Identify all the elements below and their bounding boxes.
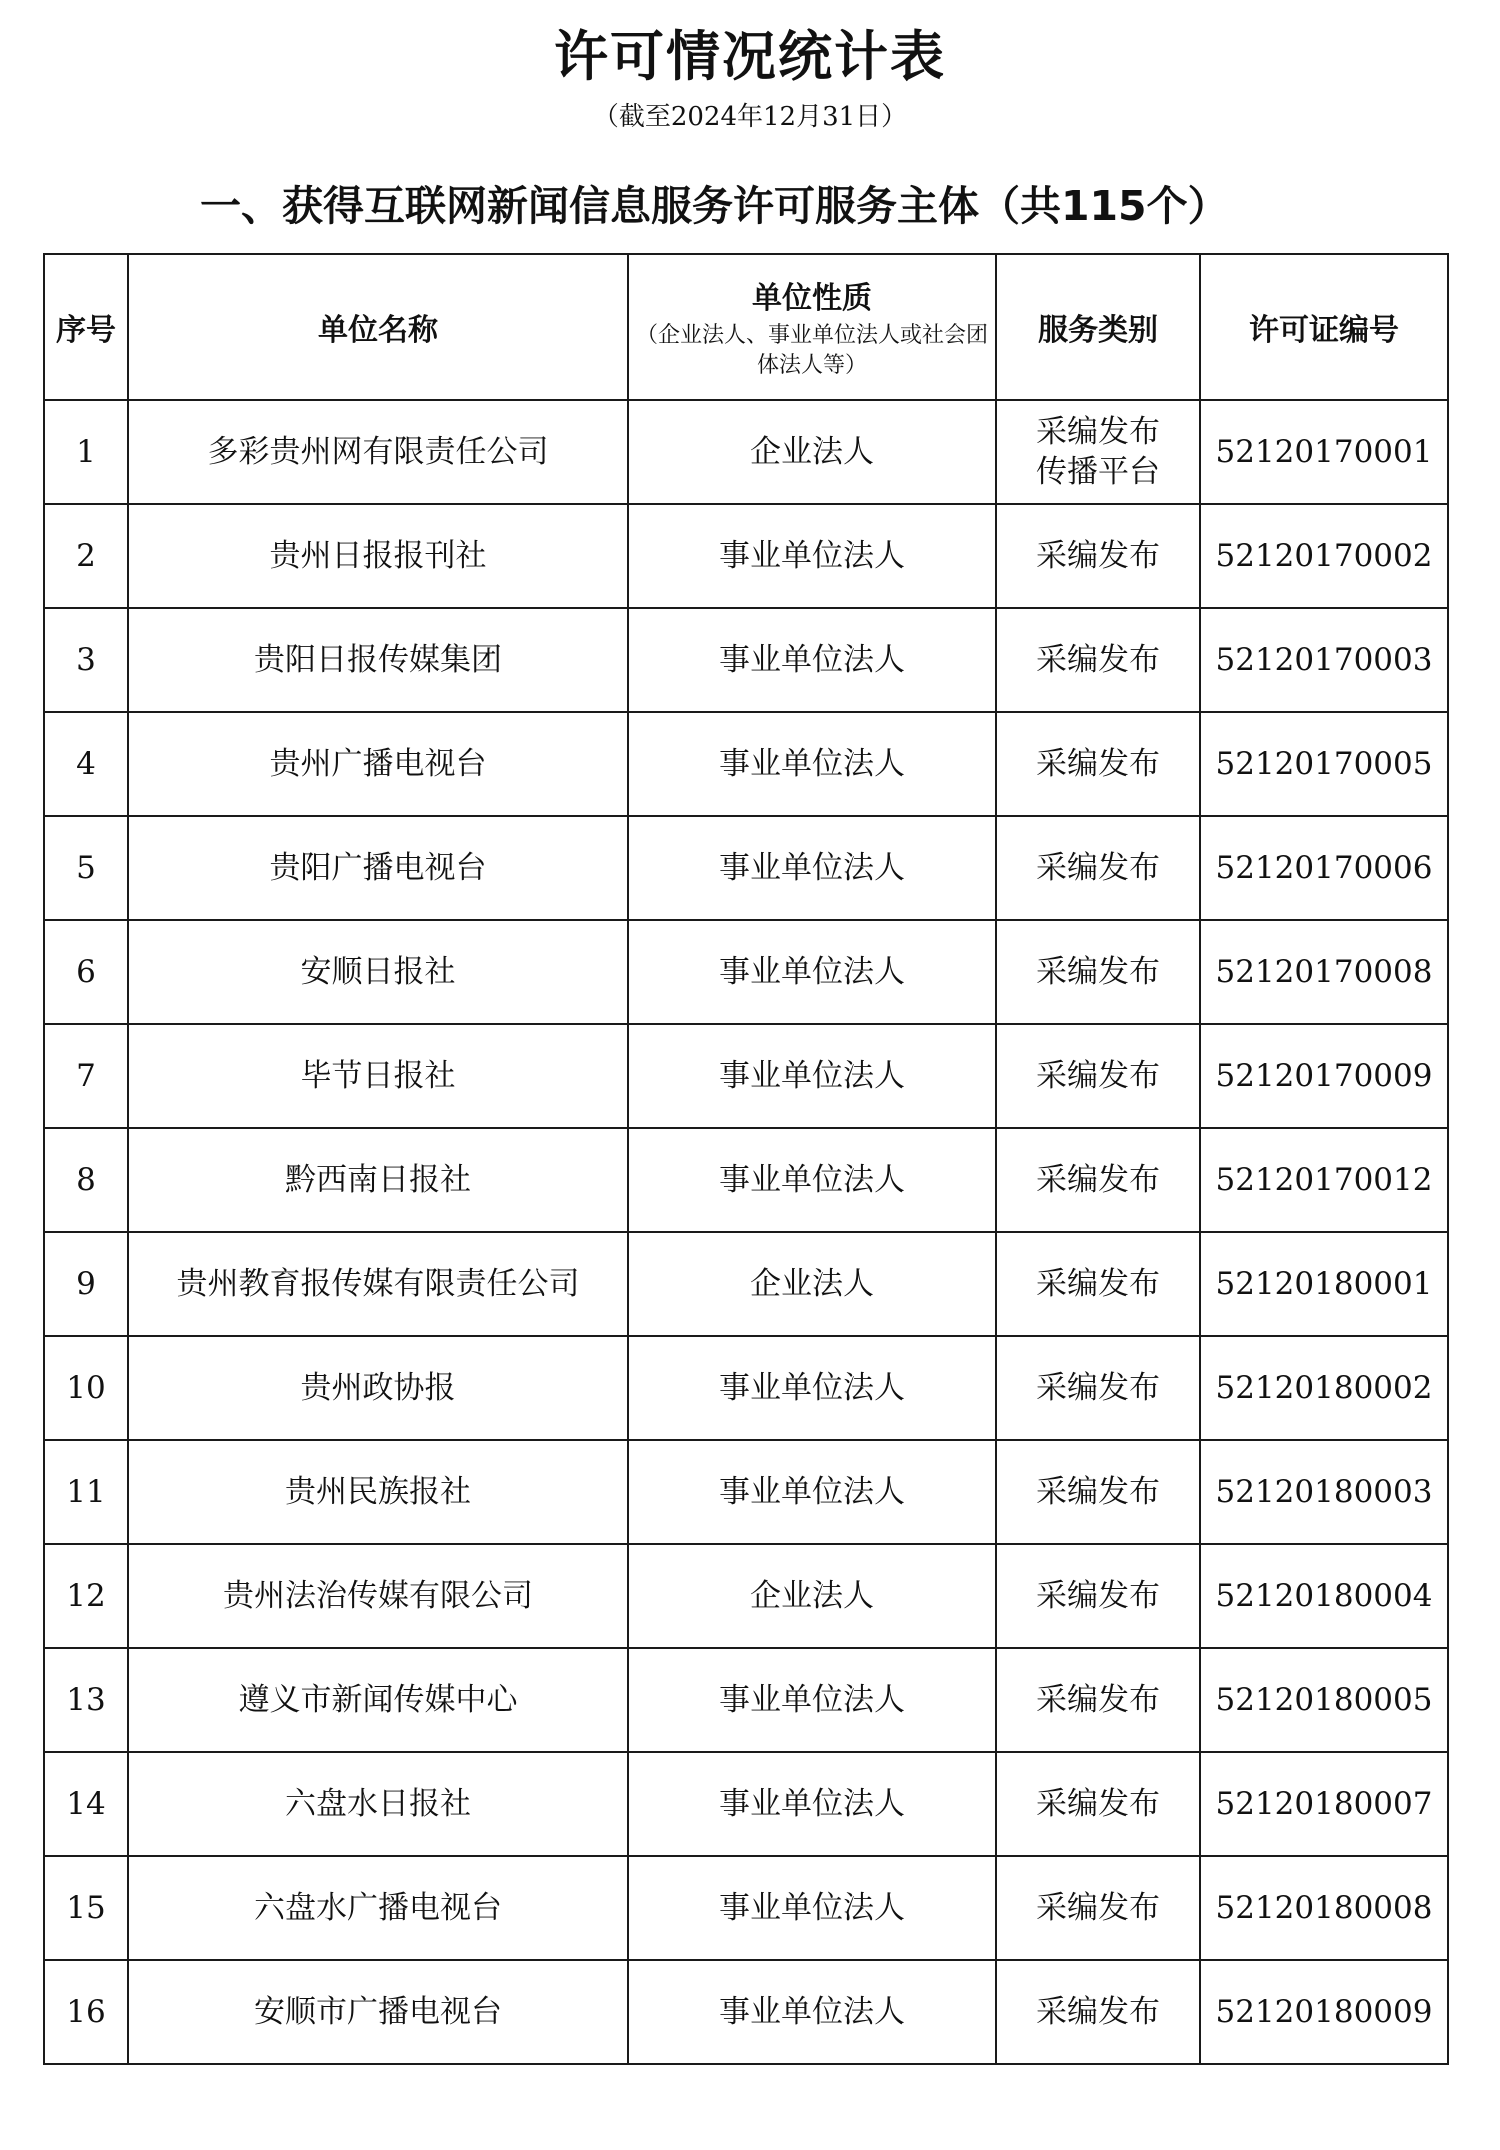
cell-seq: 6 <box>44 920 128 1024</box>
cell-seq: 5 <box>44 816 128 920</box>
cell-unit-name: 贵州法治传媒有限公司 <box>128 1544 628 1648</box>
service-category-line: 采编发布 <box>1036 1369 1160 1406</box>
cell-license-number: 52120180008 <box>1200 1856 1448 1960</box>
cell-unit-name: 贵阳日报传媒集团 <box>128 608 628 712</box>
cell-seq: 3 <box>44 608 128 712</box>
service-category-line: 采编发布 <box>1036 413 1160 450</box>
cell-service-category <box>996 400 1200 504</box>
cell-unit-name: 贵州政协报 <box>128 1336 628 1440</box>
cell-license-number: 52120180003 <box>1200 1440 1448 1544</box>
cell-service-category <box>996 816 1200 920</box>
header-nature <box>628 254 996 400</box>
table-body <box>44 400 1448 2064</box>
cell-unit-name: 多彩贵州网有限责任公司 <box>128 400 628 504</box>
cell-unit-nature: 事业单位法人 <box>628 1856 996 1960</box>
cell-seq: 7 <box>44 1024 128 1128</box>
cell-license-number: 52120170008 <box>1200 920 1448 1024</box>
cell-unit-name: 贵州广播电视台 <box>128 712 628 816</box>
cell-seq: 11 <box>44 1440 128 1544</box>
cell-unit-nature: 事业单位法人 <box>628 712 996 816</box>
service-category-line: 采编发布 <box>1036 849 1160 886</box>
cell-license-number: 52120180007 <box>1200 1752 1448 1856</box>
cell-unit-name: 贵州教育报传媒有限责任公司 <box>128 1232 628 1336</box>
table-row <box>44 1752 1448 1856</box>
cell-license-number: 52120180001 <box>1200 1232 1448 1336</box>
header-license: 许可证编号 <box>1200 254 1448 400</box>
cell-seq: 8 <box>44 1128 128 1232</box>
service-category-line: 采编发布 <box>1036 1889 1160 1926</box>
cell-service-category <box>996 1960 1200 2064</box>
cell-unit-name: 安顺日报社 <box>128 920 628 1024</box>
service-category-line: 采编发布 <box>1036 1993 1160 2030</box>
cell-seq: 12 <box>44 1544 128 1648</box>
service-category-line: 采编发布 <box>1036 1265 1160 1302</box>
cell-seq: 2 <box>44 504 128 608</box>
cell-service-category <box>996 1024 1200 1128</box>
cell-service-category <box>996 1544 1200 1648</box>
cell-service-category <box>996 1440 1200 1544</box>
cell-unit-nature: 事业单位法人 <box>628 1024 996 1128</box>
cell-seq: 13 <box>44 1648 128 1752</box>
table-row <box>44 400 1448 504</box>
cell-service-category <box>996 1648 1200 1752</box>
cell-license-number: 52120170001 <box>1200 400 1448 504</box>
table-row <box>44 1024 1448 1128</box>
header-name: 单位名称 <box>128 254 628 400</box>
cell-unit-nature: 事业单位法人 <box>628 1960 996 2064</box>
section-heading: 一、获得互联网新闻信息服务许可服务主体（共115个） <box>200 182 1229 230</box>
header-service: 服务类别 <box>996 254 1200 400</box>
cell-unit-name: 安顺市广播电视台 <box>128 1960 628 2064</box>
cell-seq: 16 <box>44 1960 128 2064</box>
table-row <box>44 1544 1448 1648</box>
service-category-line: 传播平台 <box>1036 454 1160 490</box>
table-row <box>44 1336 1448 1440</box>
cell-unit-nature: 事业单位法人 <box>628 1128 996 1232</box>
service-category-line: 采编发布 <box>1036 1473 1160 1510</box>
cell-license-number: 52120170002 <box>1200 504 1448 608</box>
table-row <box>44 1232 1448 1336</box>
cell-unit-nature: 事业单位法人 <box>628 504 996 608</box>
cell-unit-name: 毕节日报社 <box>128 1024 628 1128</box>
service-category-line: 采编发布 <box>1036 1161 1160 1198</box>
cell-license-number: 52120180005 <box>1200 1648 1448 1752</box>
service-category-line: 采编发布 <box>1036 1577 1160 1614</box>
table-row <box>44 1960 1448 2064</box>
service-category-line: 采编发布 <box>1036 1681 1160 1718</box>
cell-service-category <box>996 1232 1200 1336</box>
cell-service-category <box>996 1336 1200 1440</box>
cell-unit-nature: 事业单位法人 <box>628 1440 996 1544</box>
cell-seq: 10 <box>44 1336 128 1440</box>
cell-seq: 14 <box>44 1752 128 1856</box>
header-seq: 序号 <box>44 254 128 400</box>
cell-unit-nature: 企业法人 <box>628 1544 996 1648</box>
table-row <box>44 1440 1448 1544</box>
cell-license-number: 52120180004 <box>1200 1544 1448 1648</box>
service-category-line: 采编发布 <box>1036 953 1160 990</box>
cell-unit-name: 黔西南日报社 <box>128 1128 628 1232</box>
cell-unit-name: 六盘水日报社 <box>128 1752 628 1856</box>
cell-unit-name: 贵州民族报社 <box>128 1440 628 1544</box>
cell-unit-nature: 事业单位法人 <box>628 920 996 1024</box>
cell-service-category <box>996 1752 1200 1856</box>
service-category-line: 采编发布 <box>1036 1057 1160 1094</box>
cell-seq: 15 <box>44 1856 128 1960</box>
cell-unit-name: 六盘水广播电视台 <box>128 1856 628 1960</box>
cell-license-number: 52120170012 <box>1200 1128 1448 1232</box>
cell-unit-nature: 事业单位法人 <box>628 1752 996 1856</box>
cell-unit-name: 贵州日报报刊社 <box>128 504 628 608</box>
service-category-line: 采编发布 <box>1036 641 1160 678</box>
cell-service-category <box>996 1128 1200 1232</box>
cell-unit-nature: 企业法人 <box>628 1232 996 1336</box>
license-table <box>43 253 1449 2065</box>
table-row <box>44 1856 1448 1960</box>
cell-seq: 9 <box>44 1232 128 1336</box>
table-row <box>44 608 1448 712</box>
service-category-line: 采编发布 <box>1036 1785 1160 1822</box>
cell-unit-nature: 事业单位法人 <box>628 608 996 712</box>
cell-unit-nature: 事业单位法人 <box>628 1648 996 1752</box>
cell-seq: 4 <box>44 712 128 816</box>
cell-service-category <box>996 920 1200 1024</box>
header-nature-label: 单位性质 <box>752 281 872 317</box>
table-row <box>44 1128 1448 1232</box>
cell-license-number: 52120180009 <box>1200 1960 1448 2064</box>
cell-service-category <box>996 712 1200 816</box>
table-row <box>44 816 1448 920</box>
table-row <box>44 712 1448 816</box>
table-row <box>44 920 1448 1024</box>
cell-license-number: 52120170006 <box>1200 816 1448 920</box>
cell-license-number: 52120180002 <box>1200 1336 1448 1440</box>
service-category-line: 采编发布 <box>1036 745 1160 782</box>
cell-service-category <box>996 504 1200 608</box>
page-subtitle: （截至2024年12月31日） <box>592 102 908 132</box>
cell-unit-nature: 事业单位法人 <box>628 1336 996 1440</box>
table-row <box>44 504 1448 608</box>
page-title: 许可情况统计表 <box>554 24 946 88</box>
cell-license-number: 52120170009 <box>1200 1024 1448 1128</box>
cell-unit-name: 遵义市新闻传媒中心 <box>128 1648 628 1752</box>
service-category-line: 采编发布 <box>1036 537 1160 574</box>
table-row <box>44 1648 1448 1752</box>
cell-license-number: 52120170003 <box>1200 608 1448 712</box>
cell-unit-name: 贵阳广播电视台 <box>128 816 628 920</box>
cell-service-category <box>996 608 1200 712</box>
cell-license-number: 52120170005 <box>1200 712 1448 816</box>
cell-unit-nature: 企业法人 <box>628 400 996 504</box>
cell-seq: 1 <box>44 400 128 504</box>
table-header-row <box>44 254 1448 400</box>
cell-unit-nature: 事业单位法人 <box>628 816 996 920</box>
cell-service-category <box>996 1856 1200 1960</box>
header-nature-note: （企业法人、事业单位法人或社会团体法人等） <box>635 323 988 378</box>
